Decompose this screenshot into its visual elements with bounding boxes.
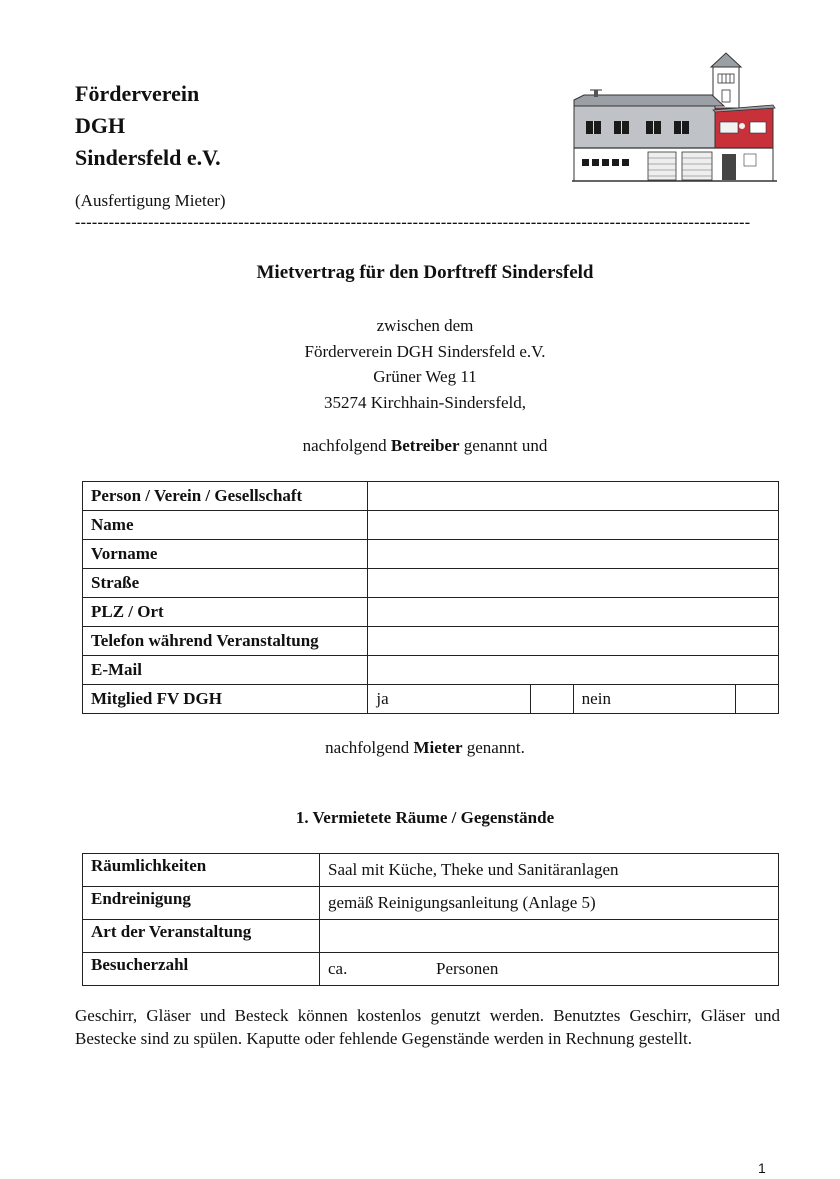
event-type-field[interactable]	[320, 920, 779, 953]
operator-name: Förderverein DGH Sindersfeld e.V.	[304, 341, 546, 361]
section-1-title: 1. Vermietete Räume / Gegenstände	[295, 808, 555, 827]
phone-field[interactable]	[368, 627, 779, 656]
name-field[interactable]	[368, 511, 779, 540]
row-label-name: Name	[83, 511, 368, 540]
operator-address	[0, 313, 840, 415]
row-label-event-type: Art der Veranstaltung	[83, 920, 320, 953]
row-label-visitors: Besucherzahl	[83, 953, 320, 986]
operator-post-text: genannt und	[459, 436, 548, 455]
operator-bold-text: Betreiber	[390, 436, 460, 455]
row-label-firstname: Vorname	[83, 540, 368, 569]
operator-pre-text: nachfolgend	[302, 436, 391, 455]
row-label-phone: Telefon während Veranstaltung	[83, 627, 368, 656]
table-row	[83, 540, 779, 569]
tenant-designation	[0, 738, 840, 758]
row-label-email: E-Mail	[83, 656, 368, 685]
visitors-prefix: ca.	[328, 959, 348, 978]
row-label-zip-city: PLZ / Ort	[83, 598, 368, 627]
row-label-cleaning: Endreinigung	[83, 887, 320, 920]
dishes-paragraph: Geschirr, Gläser und Besteck können kostenlos genutzt werden. Benutztes Geschirr, Gläser und Bestecke sind zu spülen. Kaputte oder fehlende Gegenstände werden in Rechnung gestellt.	[75, 1006, 780, 1048]
row-label-person: Person / Verein / Gesellschaft	[83, 482, 368, 511]
row-label-member: Mitglied FV DGH	[83, 685, 368, 714]
visitors-field[interactable]	[320, 953, 779, 986]
operator-city: 35274 Kirchhain-Sindersfeld,	[323, 392, 527, 412]
org-line-3: Sindersfeld e.V.	[75, 145, 221, 170]
building-logo-icon	[572, 50, 777, 185]
table-row	[83, 887, 779, 920]
person-field[interactable]	[368, 482, 779, 511]
email-field[interactable]	[368, 656, 779, 685]
rooms-value: Saal mit Küche, Theke und Sanitäranlagen	[320, 854, 779, 887]
operator-designation	[0, 436, 840, 456]
operator-street: Grüner Weg 11	[373, 367, 477, 386]
zip-city-field[interactable]	[368, 598, 779, 627]
table-row	[83, 953, 779, 986]
row-label-rooms: Räumlichkeiten	[83, 854, 320, 887]
table-row	[83, 598, 779, 627]
table-row	[83, 656, 779, 685]
row-label-street: Straße	[83, 569, 368, 598]
separator-line: ------------------------------------------------------------------------------------------------------------------------	[75, 214, 751, 231]
firstname-field[interactable]	[368, 540, 779, 569]
table-row	[83, 685, 779, 714]
copy-note: (Ausfertigung Mieter)	[75, 191, 226, 210]
table-row	[83, 569, 779, 598]
member-no-label: nein	[573, 685, 735, 714]
member-yes-label: ja	[368, 685, 530, 714]
member-yes-checkbox[interactable]	[530, 685, 573, 714]
org-line-1: Förderverein	[75, 81, 200, 106]
street-field[interactable]	[368, 569, 779, 598]
table-row	[83, 482, 779, 511]
tenant-post-text: genannt.	[462, 738, 525, 757]
tenant-bold-text: Mieter	[413, 738, 463, 757]
table-row	[83, 854, 779, 887]
tenant-pre-text: nachfolgend	[325, 738, 414, 757]
table-row	[83, 627, 779, 656]
table-row	[83, 511, 779, 540]
member-no-checkbox[interactable]	[735, 685, 778, 714]
page-number: 1	[758, 1160, 766, 1176]
table-row	[83, 920, 779, 953]
between-text: zwischen dem	[376, 316, 474, 335]
rental-items-table	[82, 853, 779, 986]
cleaning-value: gemäß Reinigungsanleitung (Anlage 5)	[320, 887, 779, 920]
tenant-details-table	[82, 481, 779, 714]
visitors-suffix: Personen	[436, 959, 499, 978]
organization-name	[75, 78, 221, 174]
contract-title: Mietvertrag für den Dorftreff Sindersfeld	[256, 262, 594, 283]
org-line-2: DGH	[75, 113, 126, 138]
